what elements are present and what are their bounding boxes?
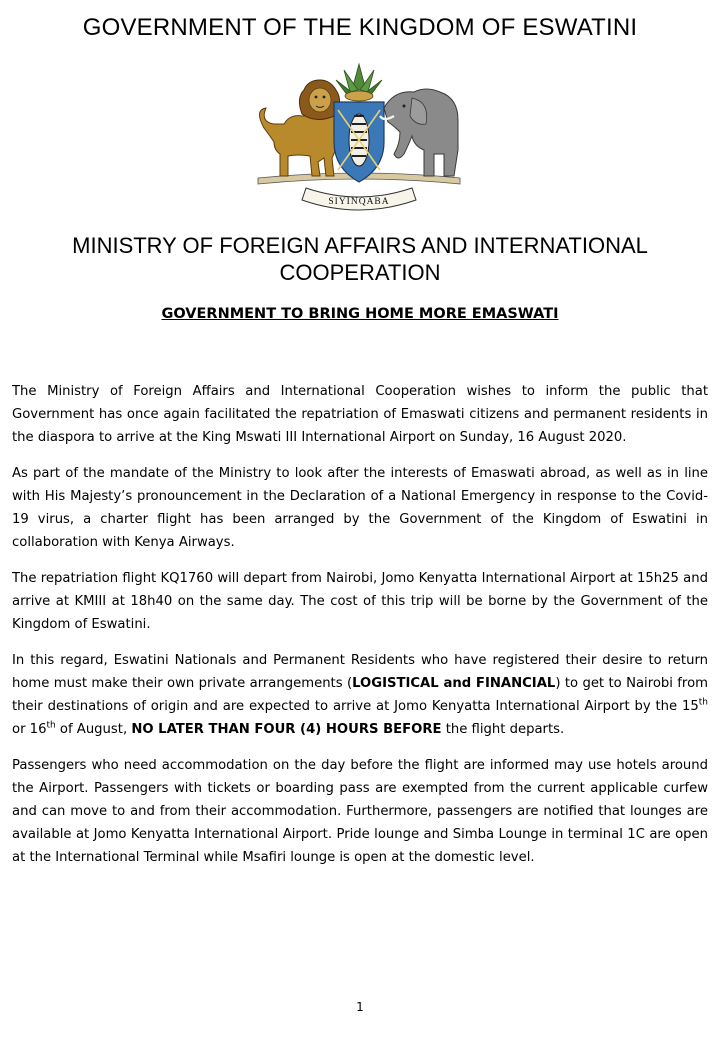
- paragraph-4-text-c: ) to get to Nairobi from their destinations of origin and are expected to arrive at Jomo Kenyatta International Airport by the 15: [12, 676, 708, 714]
- ministry-name: [20, 232, 700, 286]
- ordinal-suffix-15th: th: [698, 697, 708, 708]
- elephant-supporter-icon: [380, 89, 458, 176]
- paragraph-4-text-a: In this regard, Eswatini Nationals and Permanent Residents who have registered their desire to return home must make their own private arrangements (: [12, 653, 708, 691]
- page-number: 1: [356, 1000, 364, 1014]
- paragraph-4-text-e: of August,: [55, 722, 132, 737]
- ministry-name-line1: MINISTRY OF FOREIGN AFFAIRS AND INTERNATIONAL: [72, 233, 648, 258]
- paragraph-4-bold-deadline: NO LATER THAN FOUR (4) HOURS BEFORE: [131, 722, 442, 737]
- coat-of-arms-emblem: [244, 50, 474, 220]
- paragraph-5: Passengers who need accommodation on the day before the flight are informed may use hotels around the Airport. Passengers with tickets or boarding pass are exempted from the current applicable curfew and can move to and from their accommodation. Furthermore, passengers are notified that lounges are available at Jomo Kenyatta International Airport. Pride lounge and Simba Lounge in terminal 1C are open at the International Terminal while Msafiri lounge is open at the domestic level.: [12, 758, 708, 865]
- press-release-body: [12, 380, 708, 882]
- paragraph-4: [12, 649, 708, 741]
- plume-crest-icon: [336, 64, 382, 101]
- paragraph-4-text-d: or 16: [12, 722, 47, 737]
- ministry-name-line2: COOPERATION: [279, 260, 441, 285]
- paragraph-4-bold-logistical: LOGISTICAL and FINANCIAL: [352, 676, 556, 691]
- government-title: GOVERNMENT OF THE KINGDOM OF ESWATINI: [82, 14, 638, 41]
- paragraph-1: The Ministry of Foreign Affairs and International Cooperation wishes to inform the public that Government has once again facilitated the repatriation of Emaswati citizens and permanent residents in the diaspora to arrive at the King Mswati III International Airport on Sunday, 16 August 2020.: [12, 384, 708, 445]
- headline: GOVERNMENT TO BRING HOME MORE EMASWATI: [161, 306, 559, 322]
- motto-ribbon-text: SIYINQABA: [328, 197, 390, 207]
- paragraph-4-text-g: the flight departs.: [441, 722, 565, 737]
- paragraph-3: The repatriation flight KQ1760 will depart from Nairobi, Jomo Kenyatta International Airport at 15h25 and arrive at KMIII at 18h40 on the same day. The cost of this trip will be borne by the Government of the Kingdom of Eswatini.: [12, 571, 708, 632]
- ordinal-suffix-16th: th: [46, 720, 56, 731]
- lion-supporter-icon: [259, 80, 340, 176]
- paragraph-2: As part of the mandate of the Ministry to look after the interests of Emaswati abroad, as well as in line with His Majesty’s pronouncement in the Declaration of a National Emergency in response to the Covid-19 virus, a charter flight has been arranged by the Government of the Kingdom of Eswatini in collaboration with Kenya Airways.: [12, 466, 708, 550]
- shield-icon: [334, 102, 384, 182]
